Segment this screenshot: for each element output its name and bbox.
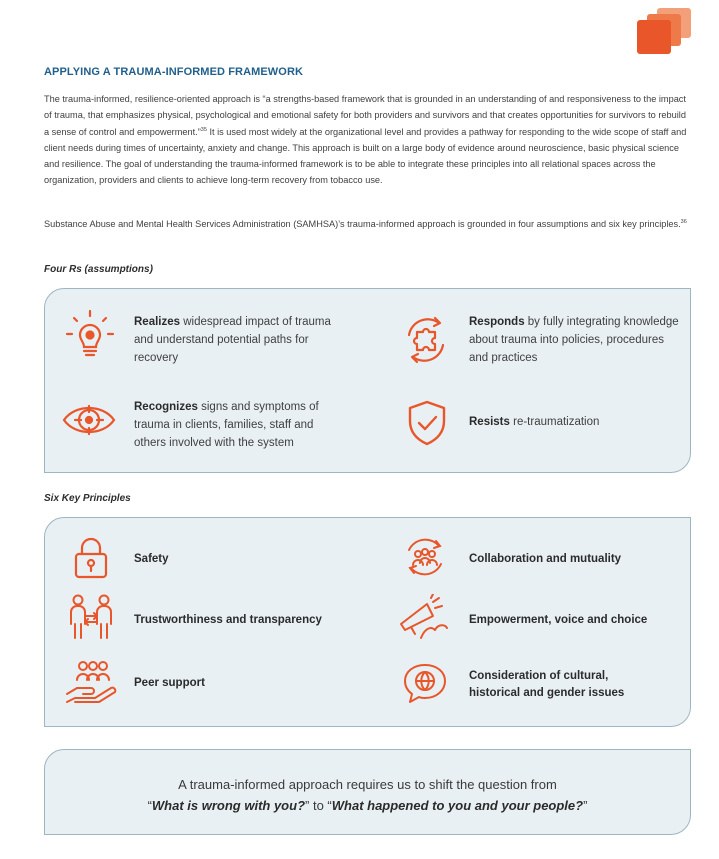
realizes-rest: widespread impact of trauma and understand potential paths for recovery — [134, 316, 331, 364]
hand-people-icon — [65, 660, 119, 704]
megaphone-icon — [397, 594, 451, 640]
principles-box — [44, 517, 691, 727]
principle-trustworthiness: Trustworthiness and transparency — [134, 614, 322, 626]
principle-consideration-line2: historical and gender issues — [469, 687, 625, 699]
globe-speech-icon — [402, 662, 448, 704]
responds-rest: by fully integrating knowledge about trauma into policies, procedures and practices — [469, 316, 679, 364]
responds-key: Responds — [469, 316, 525, 328]
principle-empowerment: Empowerment, voice and choice — [469, 614, 648, 626]
padlock-icon — [73, 536, 109, 580]
lightbulb-gear-icon — [65, 309, 115, 361]
intro-ref: 35 — [200, 126, 207, 133]
group-cycle-icon — [403, 536, 447, 578]
intro-text: The trauma-informed, resilience-oriented approach is “a strengths-based framework that is grounded in an understanding of and responsiveness to the impact of trauma, that emphasizes physical, psychological and emotional safety for both providers and survivors and that creates opportunities for survivors to rebuild a sense of control and empowerment.” — [44, 94, 686, 137]
callout-to: ” to “ — [305, 798, 332, 813]
section-title: APPLYING A TRAUMA-INFORMED FRAMEWORK — [44, 66, 304, 78]
responds-text — [469, 313, 679, 367]
recognizes-key: Recognizes — [134, 401, 198, 413]
realizes-text — [134, 313, 344, 367]
callout-open-quote: “ — [147, 798, 152, 813]
principle-consideration-line1: Consideration of cultural, — [469, 670, 609, 682]
resists-key: Resists — [469, 416, 510, 428]
callout-question-2: What happened to you and your people? — [331, 798, 584, 813]
samhsa-paragraph — [44, 216, 692, 232]
callout-question-1: What is wrong with you? — [151, 798, 306, 813]
two-people-exchange-icon — [67, 594, 115, 640]
corner-logo — [637, 6, 693, 54]
eye-target-icon — [61, 400, 117, 440]
recognizes-rest: signs and symptoms of trauma in clients, families, staff and others involved with the system — [134, 401, 319, 449]
intro-text-after: It is used most widely at the organizational level and provides a pathway for responding to the wide scope of staff and client needs during times of uncertainty, anxiety and change. This approach is built on a large body of evidence around neuroscience, basic physical science and resilience. The goal of understanding the trauma-informed framework is to be able to integrate these principles into all relational spaces across the organization, providers and clients to achieve long-term recovery from tobacco use. — [44, 126, 687, 186]
principle-consideration — [469, 668, 624, 702]
recognizes-text — [134, 398, 344, 452]
shield-check-icon — [406, 399, 448, 447]
realizes-key: Realizes — [134, 316, 181, 328]
intro-paragraph — [44, 91, 692, 189]
four-rs-heading: Four Rs (assumptions) — [44, 264, 153, 275]
principles-heading: Six Key Principles — [44, 493, 131, 504]
principle-collaboration: Collaboration and mutuality — [469, 553, 622, 565]
callout-box — [44, 749, 691, 835]
resists-text — [469, 413, 679, 431]
callout-line1: A trauma-informed approach requires us to shift the question from — [178, 777, 557, 792]
samhsa-ref: 36 — [680, 219, 687, 225]
callout-close-quote: ” — [583, 798, 588, 813]
four-rs-box — [44, 288, 691, 473]
samhsa-text: Substance Abuse and Mental Health Services Administration (SAMHSA)’s trauma-informed approach is grounded in four assumptions and six key principles. — [44, 219, 681, 229]
principle-peer-support: Peer support — [134, 677, 205, 689]
callout-line2 — [45, 798, 690, 813]
resists-rest: re-traumatization — [509, 416, 600, 428]
principle-safety: Safety — [134, 553, 169, 565]
puzzle-arrows-icon — [401, 315, 451, 365]
